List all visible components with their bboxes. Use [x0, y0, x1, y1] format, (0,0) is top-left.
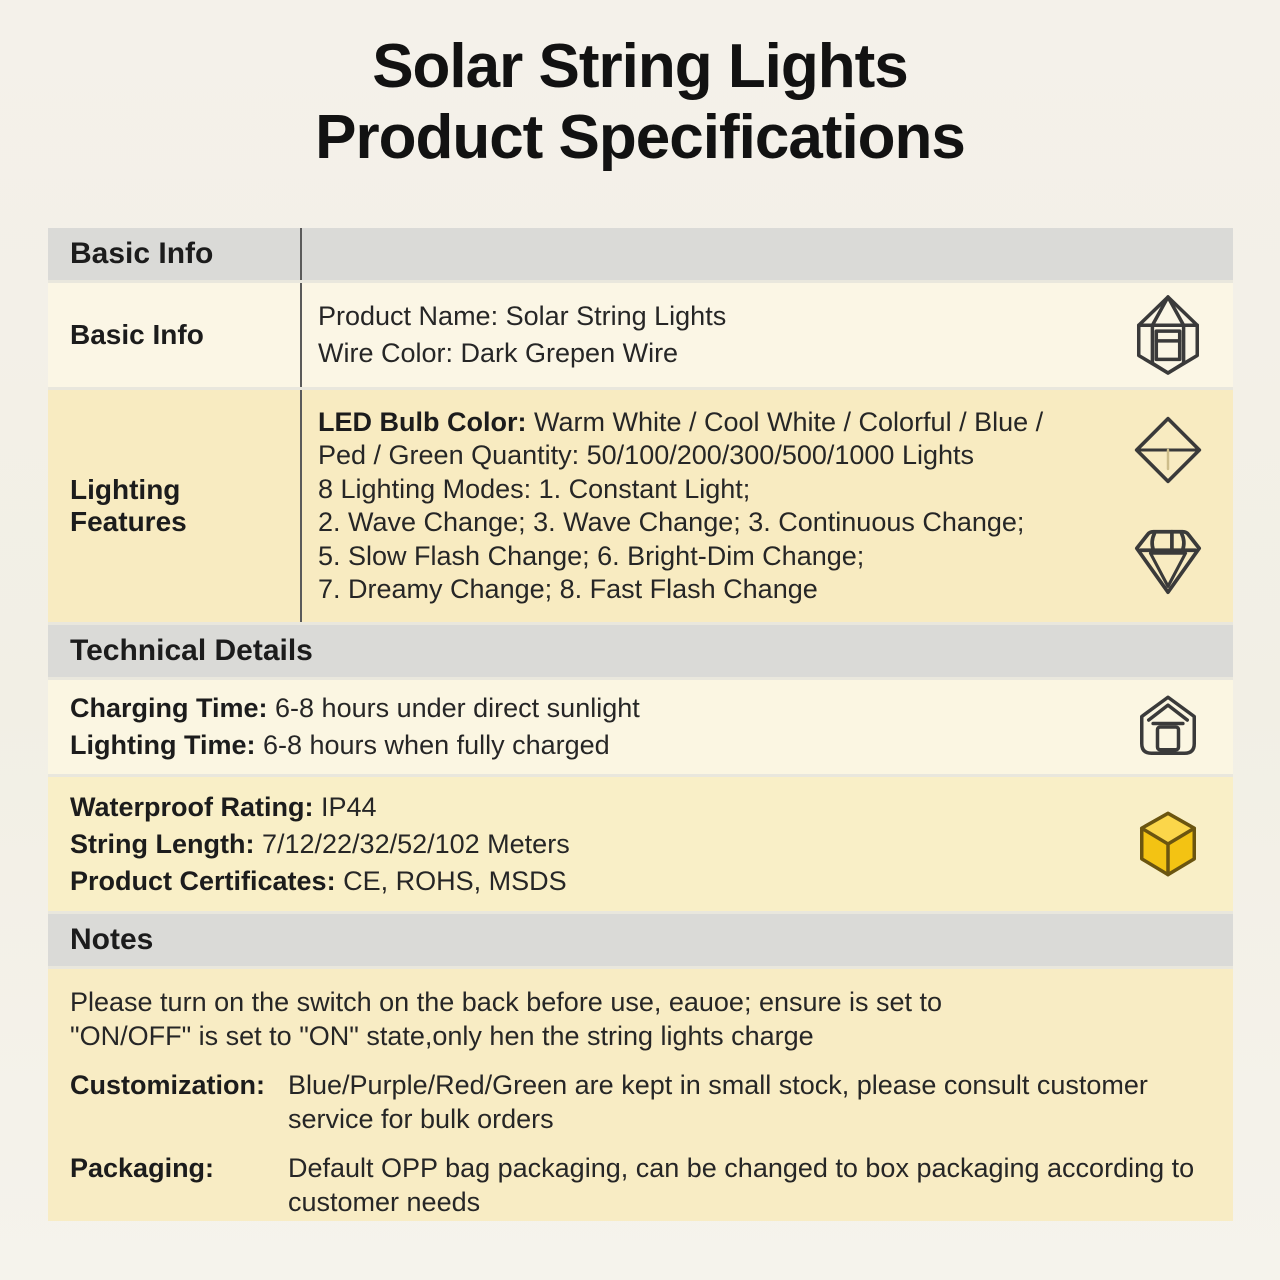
- notes-paragraph: [70, 985, 1211, 1053]
- certificates-line: Product Certificates: CE, ROHS, MSDS: [70, 865, 567, 896]
- led-bulb-color-line: LED Bulb Color: Warm White / Cool White / Colorful / Blue /: [318, 406, 1044, 437]
- packaging-item: [70, 1151, 1211, 1219]
- customization-item: [70, 1068, 1211, 1136]
- notes-paragraph-line1: Please turn on the switch on the back before use, eauoe; ensure is set to: [70, 987, 943, 1017]
- lighting-modes-line4: 7. Dreamy Change; 8. Fast Flash Change: [318, 574, 818, 604]
- customization-label: Customization:: [70, 1070, 265, 1100]
- lantern-icon: [1129, 293, 1207, 377]
- section-header-notes-label: Notes: [70, 923, 154, 956]
- quantity-line: Ped / Green Quantity: 50/100/200/300/500/1000 Lights: [318, 440, 974, 470]
- packaging-value: Default OPP bag packaging, can be changed to box packaging according to customer needs: [288, 1153, 1195, 1217]
- section-header-technical-details: [48, 625, 1233, 677]
- lighting-modes-line3: 5. Slow Flash Change; 6. Bright-Dim Change;: [318, 540, 865, 571]
- lighting-features-icon-cell: [1103, 390, 1233, 622]
- basic-info-icon-cell: [1103, 283, 1233, 387]
- section-header-technical-details-label: Technical Details: [70, 634, 313, 667]
- packaging-label: Packaging:: [70, 1153, 215, 1183]
- row-charging-time: [48, 680, 1233, 774]
- lighting-modes-line1: 8 Lighting Modes: 1. Constant Light;: [318, 473, 751, 504]
- row-basic-info: [48, 283, 1233, 387]
- spec-table: [48, 228, 1233, 1221]
- customization-value: Blue/Purple/Red/Green are kept in small stock, please consult customer service for bulk orders: [288, 1070, 1148, 1134]
- section-header-basic-info-label: Basic Info: [70, 237, 214, 270]
- lighting-time-line: Lighting Time: 6-8 hours when fully charged: [70, 730, 610, 760]
- charging-time-content: [48, 680, 1103, 774]
- box-icon: [1133, 808, 1203, 880]
- waterproof-rating-line: Waterproof Rating: IP44: [70, 791, 377, 822]
- gem-icon: [1129, 522, 1207, 600]
- string-length-line: String Length: 7/12/22/32/52/102 Meters: [70, 828, 570, 859]
- lantern-small-icon: [1133, 692, 1203, 762]
- product-name-line: Product Name: Solar String Lights: [318, 301, 727, 331]
- page-title: [0, 32, 1280, 173]
- waterproof-content: [48, 777, 1103, 911]
- lighting-features-row-label: Lighting Features: [48, 390, 302, 622]
- basic-info-content: [302, 283, 1103, 387]
- lighting-features-content: [302, 390, 1103, 622]
- row-waterproof: [48, 777, 1233, 911]
- section-header-basic-info-cell: [48, 228, 302, 280]
- notes-paragraph-line2: "ON/OFF" is set to "ON" state,only hen the string lights charge: [70, 1021, 814, 1051]
- page-title-line2: Product Specifications: [315, 102, 965, 172]
- charging-time-line: Charging Time: 6-8 hours under direct sunlight: [70, 693, 640, 723]
- page-title-line1: Solar String Lights: [372, 32, 908, 101]
- basic-info-row-label: Basic Info: [48, 283, 302, 387]
- diamond-outline-icon: [1130, 412, 1206, 488]
- section-header-notes: [48, 914, 1233, 966]
- row-notes: [48, 969, 1233, 1221]
- row-lighting-features: [48, 390, 1233, 622]
- waterproof-icon-cell: [1103, 777, 1233, 911]
- wire-color-line: Wire Color: Dark Grepen Wire: [318, 338, 679, 368]
- lighting-modes-line2: 2. Wave Change; 3. Wave Change; 3. Continuous Change;: [318, 507, 1025, 537]
- section-header-basic-info: [48, 228, 1233, 280]
- charging-time-icon-cell: [1103, 680, 1233, 774]
